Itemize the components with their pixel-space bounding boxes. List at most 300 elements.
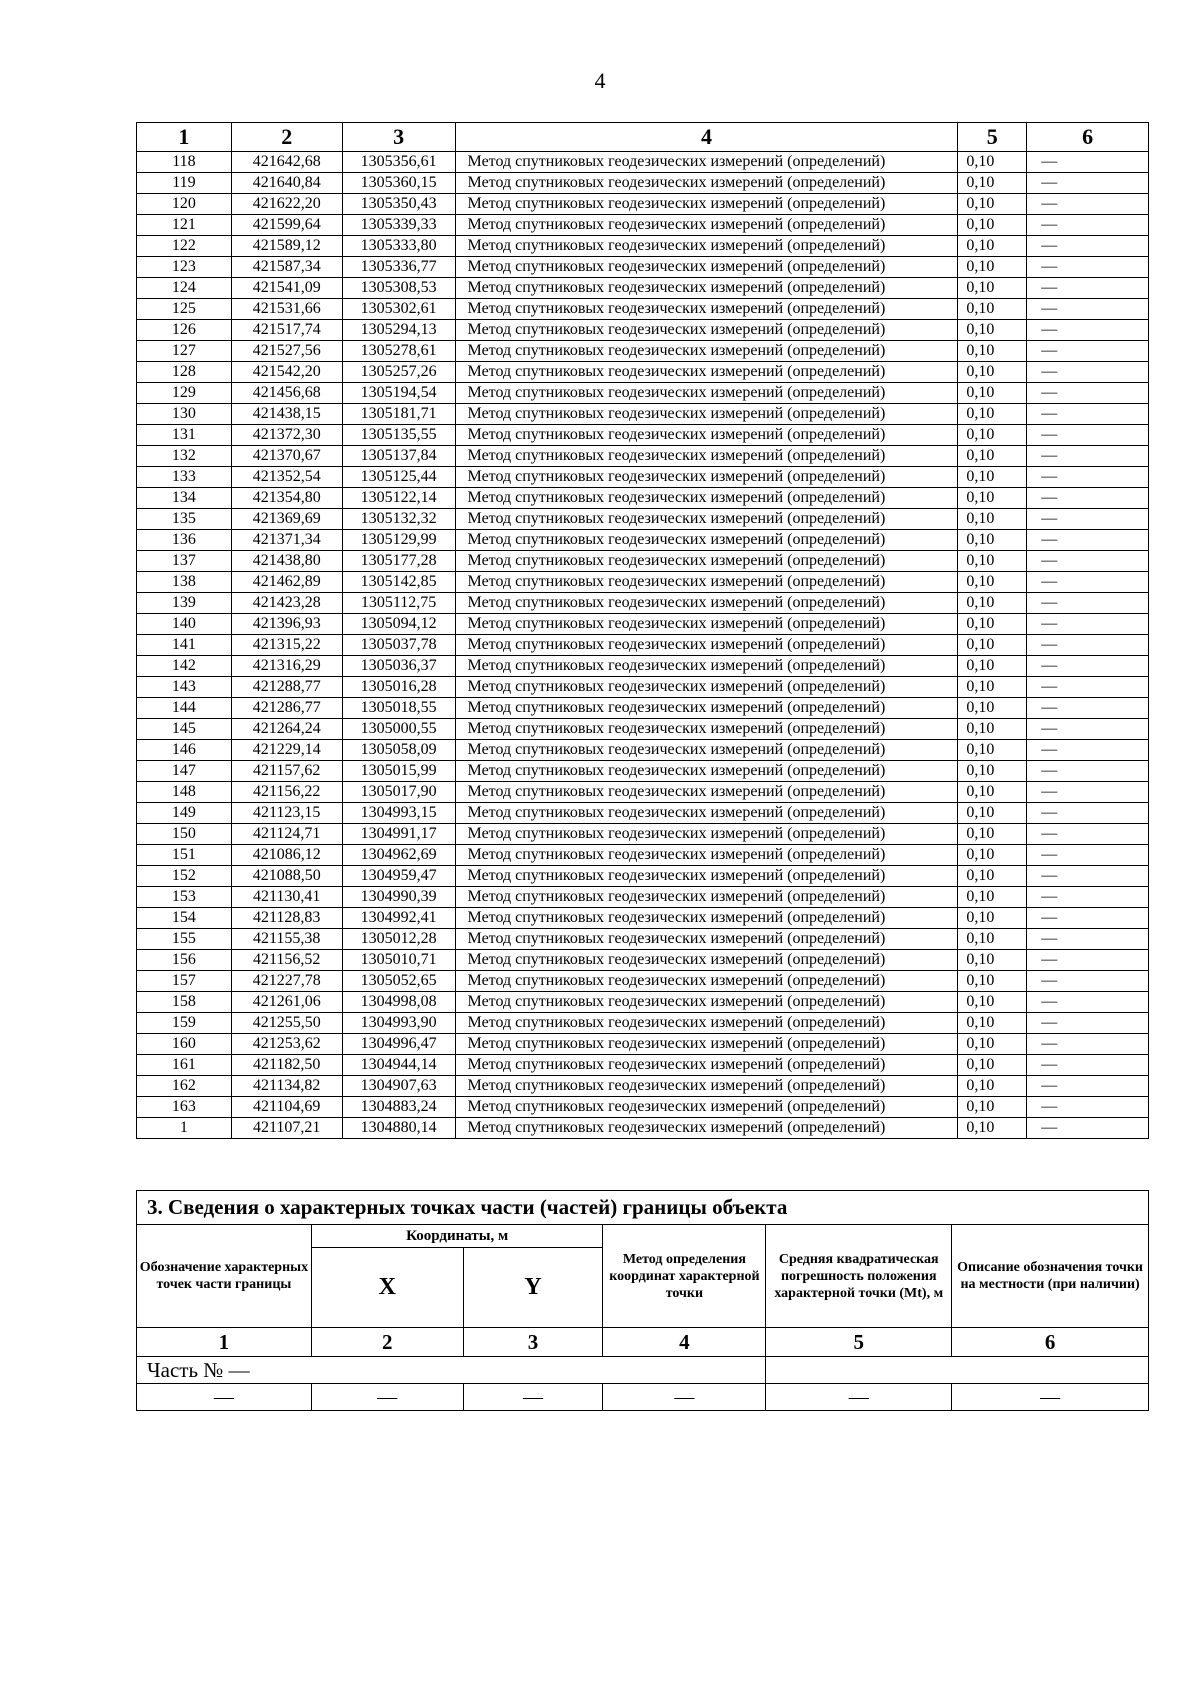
column-number-3: 3 [342,123,455,152]
description-cell: — [1027,761,1149,782]
point-number: 161 [137,1055,232,1076]
table-row [137,1055,1149,1076]
table-row [137,551,1149,572]
column-number-5: 5 [958,123,1027,152]
coordinate-x: 421288,77 [231,677,342,698]
column-number-4: 4 [455,123,958,152]
table-row [137,530,1149,551]
table-row [137,887,1149,908]
coordinate-y: 1305302,61 [342,299,455,320]
coordinate-x: 421541,09 [231,278,342,299]
table-row [137,929,1149,950]
parts-column-number-3: 3 [463,1328,603,1357]
coordinate-x: 421123,15 [231,803,342,824]
accuracy-cell: 0,10 [958,425,1027,446]
accuracy-cell: 0,10 [958,929,1027,950]
table-row [137,1013,1149,1034]
coordinate-x: 421438,80 [231,551,342,572]
method-cell: Метод спутниковых геодезических измерений (определений) [455,257,958,278]
table-row [137,866,1149,887]
table-row [137,446,1149,467]
method-cell: Метод спутниковых геодезических измерений (определений) [455,446,958,467]
coordinate-x: 421589,12 [231,236,342,257]
method-cell: Метод спутниковых геодезических измерений (определений) [455,1097,958,1118]
coordinate-y: 1304998,08 [342,992,455,1013]
method-cell: Метод спутниковых геодезических измерений (определений) [455,614,958,635]
coordinate-x: 421086,12 [231,845,342,866]
coordinate-y: 1305137,84 [342,446,455,467]
accuracy-cell: 0,10 [958,530,1027,551]
accuracy-cell: 0,10 [958,845,1027,866]
description-cell: — [1027,299,1149,320]
description-cell: — [1027,488,1149,509]
method-cell: Метод спутниковых геодезических измерений (определений) [455,236,958,257]
description-cell: — [1027,845,1149,866]
table-row [137,341,1149,362]
coordinate-y: 1305257,26 [342,362,455,383]
accuracy-cell: 0,10 [958,992,1027,1013]
description-cell: — [1027,1013,1149,1034]
coordinate-y: 1305000,55 [342,719,455,740]
coordinate-x: 421456,68 [231,383,342,404]
accuracy-cell: 0,10 [958,866,1027,887]
accuracy-cell: 0,10 [958,950,1027,971]
coordinate-y: 1304993,90 [342,1013,455,1034]
table-row [137,383,1149,404]
coordinate-y: 1304880,14 [342,1118,455,1139]
accuracy-cell: 0,10 [958,761,1027,782]
description-cell: — [1027,782,1149,803]
point-number: 146 [137,740,232,761]
description-cell: — [1027,194,1149,215]
parts-column-number-5: 5 [766,1328,952,1357]
coordinate-x: 421622,20 [231,194,342,215]
coordinate-x: 421255,50 [231,1013,342,1034]
points-table-body [137,152,1149,1139]
header-method: Метод определения координат характерной точки [603,1225,766,1328]
point-number: 152 [137,866,232,887]
method-cell: Метод спутниковых геодезических измерений (определений) [455,803,958,824]
method-cell: Метод спутниковых геодезических измерений (определений) [455,950,958,971]
accuracy-cell: 0,10 [958,1013,1027,1034]
point-number: 126 [137,320,232,341]
method-cell: Метод спутниковых геодезических измерений (определений) [455,908,958,929]
coordinate-x: 421396,93 [231,614,342,635]
point-number: 155 [137,929,232,950]
coordinate-x: 421128,83 [231,908,342,929]
page-number: 4 [594,68,606,93]
coordinate-y: 1304993,15 [342,803,455,824]
table-row [137,971,1149,992]
description-cell: — [1027,404,1149,425]
coordinate-y: 1305010,71 [342,950,455,971]
description-cell: — [1027,383,1149,404]
method-cell: Метод спутниковых геодезических измерений (определений) [455,845,958,866]
header-coordinates: Координаты, м [311,1225,603,1248]
method-cell: Метод спутниковых геодезических измерений (определений) [455,425,958,446]
parts-column-number-6: 6 [952,1328,1149,1357]
description-cell: — [1027,446,1149,467]
coordinate-y: 1304883,24 [342,1097,455,1118]
description-cell: — [1027,173,1149,194]
description-cell: — [1027,593,1149,614]
method-cell: Метод спутниковых геодезических измерений (определений) [455,215,958,236]
coordinate-y: 1304944,14 [342,1055,455,1076]
point-number: 153 [137,887,232,908]
accuracy-cell: 0,10 [958,740,1027,761]
method-cell: Метод спутниковых геодезических измерений (определений) [455,173,958,194]
table-row [137,950,1149,971]
header-accuracy: Средняя квадратическая погрешность положения характерной точки (Mt), м [766,1225,952,1328]
coordinate-x: 421315,22 [231,635,342,656]
table-row [137,257,1149,278]
point-number: 158 [137,992,232,1013]
accuracy-cell: 0,10 [958,1118,1027,1139]
table-row [137,782,1149,803]
description-cell: — [1027,1118,1149,1139]
method-cell: Метод спутниковых геодезических измерений (определений) [455,635,958,656]
table-row [137,320,1149,341]
coordinate-y: 1304959,47 [342,866,455,887]
table-row [137,635,1149,656]
accuracy-cell: 0,10 [958,824,1027,845]
point-number: 130 [137,404,232,425]
coordinate-x: 421156,52 [231,950,342,971]
parts-header-row-1 [137,1225,1149,1248]
table-row [137,740,1149,761]
method-cell: Метод спутниковых геодезических измерений (определений) [455,467,958,488]
point-number: 138 [137,572,232,593]
method-cell: Метод спутниковых геодезических измерений (определений) [455,677,958,698]
coordinate-y: 1305142,85 [342,572,455,593]
coordinate-x: 421229,14 [231,740,342,761]
description-cell: — [1027,362,1149,383]
coordinate-x: 421640,84 [231,173,342,194]
coordinate-y: 1305122,14 [342,488,455,509]
table-row [137,593,1149,614]
accuracy-cell: 0,10 [958,656,1027,677]
table-row [137,824,1149,845]
coordinate-y: 1305015,99 [342,761,455,782]
point-number: 160 [137,1034,232,1055]
coordinate-y: 1304990,39 [342,887,455,908]
method-cell: Метод спутниковых геодезических измерений (определений) [455,152,958,173]
method-cell: Метод спутниковых геодезических измерений (определений) [455,593,958,614]
description-cell: — [1027,509,1149,530]
point-number: 120 [137,194,232,215]
coordinate-x: 421527,56 [231,341,342,362]
coordinate-x: 421088,50 [231,866,342,887]
method-cell: Метод спутниковых геодезических измерений (определений) [455,1076,958,1097]
coordinate-x: 421104,69 [231,1097,342,1118]
accuracy-cell: 0,10 [958,257,1027,278]
accuracy-cell: 0,10 [958,341,1027,362]
description-cell: — [1027,467,1149,488]
coordinate-x: 421156,22 [231,782,342,803]
coordinate-y: 1305018,55 [342,698,455,719]
header-designation: Обозначение характерных точек части границы [137,1225,312,1328]
coordinate-y: 1304962,69 [342,845,455,866]
accuracy-cell: 0,10 [958,299,1027,320]
coordinate-y: 1304907,63 [342,1076,455,1097]
description-cell: — [1027,740,1149,761]
table-row [137,467,1149,488]
empty-cell-5: — [766,1384,952,1411]
coordinate-y: 1305112,75 [342,593,455,614]
method-cell: Метод спутниковых геодезических измерений (определений) [455,866,958,887]
point-number: 163 [137,1097,232,1118]
description-cell: — [1027,698,1149,719]
point-number: 119 [137,173,232,194]
part-label-empty-cell [766,1357,1149,1384]
description-cell: — [1027,530,1149,551]
accuracy-cell: 0,10 [958,173,1027,194]
part-empty-row [137,1384,1149,1411]
parts-column-number-4: 4 [603,1328,766,1357]
point-number: 147 [137,761,232,782]
description-cell: — [1027,929,1149,950]
description-cell: — [1027,320,1149,341]
point-number: 162 [137,1076,232,1097]
empty-cell-4: — [603,1384,766,1411]
point-number: 157 [137,971,232,992]
description-cell: — [1027,677,1149,698]
point-number: 148 [137,782,232,803]
table-row [137,719,1149,740]
table-row [137,194,1149,215]
coordinate-x: 421124,71 [231,824,342,845]
accuracy-cell: 0,10 [958,446,1027,467]
table-row [137,572,1149,593]
method-cell: Метод спутниковых геодезических измерений (определений) [455,278,958,299]
point-number: 135 [137,509,232,530]
coordinate-y: 1305094,12 [342,614,455,635]
coordinate-y: 1305350,43 [342,194,455,215]
table-row [137,908,1149,929]
part-boundary-points-table [136,1224,1149,1411]
method-cell: Метод спутниковых геодезических измерений (определений) [455,782,958,803]
method-cell: Метод спутниковых геодезических измерений (определений) [455,971,958,992]
table-row [137,761,1149,782]
method-cell: Метод спутниковых геодезических измерений (определений) [455,1055,958,1076]
accuracy-cell: 0,10 [958,362,1027,383]
description-cell: — [1027,824,1149,845]
description-cell: — [1027,1055,1149,1076]
method-cell: Метод спутниковых геодезических измерений (определений) [455,383,958,404]
empty-cell-6: — [952,1384,1149,1411]
coordinate-x: 421286,77 [231,698,342,719]
table-row [137,677,1149,698]
method-cell: Метод спутниковых геодезических измерений (определений) [455,320,958,341]
coordinate-y: 1305037,78 [342,635,455,656]
table-row [137,698,1149,719]
point-number: 122 [137,236,232,257]
coordinate-y: 1304996,47 [342,1034,455,1055]
accuracy-cell: 0,10 [958,1034,1027,1055]
coordinate-y: 1304992,41 [342,908,455,929]
accuracy-cell: 0,10 [958,1076,1027,1097]
coordinate-x: 421371,34 [231,530,342,551]
table-row [137,173,1149,194]
coordinate-y: 1305129,99 [342,530,455,551]
method-cell: Метод спутниковых геодезических измерений (определений) [455,1013,958,1034]
point-number: 137 [137,551,232,572]
coordinate-y: 1305058,09 [342,740,455,761]
method-cell: Метод спутниковых геодезических измерений (определений) [455,551,958,572]
coordinate-y: 1305052,65 [342,971,455,992]
coordinate-y: 1305181,71 [342,404,455,425]
coordinate-x: 421107,21 [231,1118,342,1139]
table-row [137,1076,1149,1097]
table-row [137,1118,1149,1139]
coordinate-y: 1305012,28 [342,929,455,950]
accuracy-cell: 0,10 [958,593,1027,614]
accuracy-cell: 0,10 [958,488,1027,509]
coordinate-y: 1305036,37 [342,656,455,677]
table-row [137,1097,1149,1118]
method-cell: Метод спутниковых геодезических измерений (определений) [455,509,958,530]
point-number: 1 [137,1118,232,1139]
section-3-title: 3. Сведения о характерных точках части (частей) границы объекта [147,1195,788,1219]
point-number: 124 [137,278,232,299]
point-number: 156 [137,950,232,971]
point-number: 139 [137,593,232,614]
point-number: 150 [137,824,232,845]
column-number-1: 1 [137,123,232,152]
coordinate-y: 1305278,61 [342,341,455,362]
point-number: 136 [137,530,232,551]
coordinate-y: 1305356,61 [342,152,455,173]
method-cell: Метод спутниковых геодезических измерений (определений) [455,530,958,551]
accuracy-cell: 0,10 [958,236,1027,257]
coordinate-x: 421369,69 [231,509,342,530]
description-cell: — [1027,572,1149,593]
part-label-row [137,1357,1149,1384]
point-number: 145 [137,719,232,740]
table-row [137,614,1149,635]
point-number: 154 [137,908,232,929]
header-x: X [311,1248,463,1328]
accuracy-cell: 0,10 [958,677,1027,698]
boundary-points-table [136,122,1149,1139]
point-number: 144 [137,698,232,719]
accuracy-cell: 0,10 [958,971,1027,992]
coordinate-y: 1305308,53 [342,278,455,299]
part-label: Часть № — [137,1357,766,1384]
accuracy-cell: 0,10 [958,467,1027,488]
method-cell: Метод спутниковых геодезических измерений (определений) [455,572,958,593]
coordinate-y: 1304991,17 [342,824,455,845]
coordinate-x: 421134,82 [231,1076,342,1097]
point-number: 118 [137,152,232,173]
table-row [137,152,1149,173]
method-cell: Метод спутниковых геодезических измерений (определений) [455,404,958,425]
description-cell: — [1027,215,1149,236]
section-3-heading-box [136,1190,1149,1224]
table-row [137,278,1149,299]
method-cell: Метод спутниковых геодезических измерений (определений) [455,656,958,677]
description-cell: — [1027,278,1149,299]
method-cell: Метод спутниковых геодезических измерений (определений) [455,698,958,719]
header-description: Описание обозначения точки на местности (при наличии) [952,1225,1149,1328]
accuracy-cell: 0,10 [958,782,1027,803]
accuracy-cell: 0,10 [958,908,1027,929]
description-cell: — [1027,1097,1149,1118]
description-cell: — [1027,425,1149,446]
accuracy-cell: 0,10 [958,698,1027,719]
coordinate-y: 1305360,15 [342,173,455,194]
column-number-6: 6 [1027,123,1149,152]
method-cell: Метод спутниковых геодезических измерений (определений) [455,740,958,761]
coordinate-x: 421157,62 [231,761,342,782]
table-row [137,404,1149,425]
method-cell: Метод спутниковых геодезических измерений (определений) [455,824,958,845]
description-cell: — [1027,950,1149,971]
coordinate-x: 421438,15 [231,404,342,425]
coordinate-x: 421182,50 [231,1055,342,1076]
coordinate-x: 421599,64 [231,215,342,236]
table-row [137,215,1149,236]
method-cell: Метод спутниковых геодезических измерений (определений) [455,887,958,908]
description-cell: — [1027,236,1149,257]
method-cell: Метод спутниковых геодезических измерений (определений) [455,1118,958,1139]
coordinate-x: 421253,62 [231,1034,342,1055]
point-number: 151 [137,845,232,866]
empty-cell-3: — [463,1384,603,1411]
coordinate-x: 421370,67 [231,446,342,467]
coordinate-x: 421227,78 [231,971,342,992]
table-row [137,509,1149,530]
column-number-2: 2 [231,123,342,152]
point-number: 134 [137,488,232,509]
header-y: Y [463,1248,603,1328]
method-cell: Метод спутниковых геодезических измерений (определений) [455,194,958,215]
description-cell: — [1027,803,1149,824]
table-row [137,1034,1149,1055]
coordinate-x: 421372,30 [231,425,342,446]
accuracy-cell: 0,10 [958,1097,1027,1118]
coordinate-x: 421517,74 [231,320,342,341]
description-cell: — [1027,656,1149,677]
coordinate-y: 1305135,55 [342,425,455,446]
accuracy-cell: 0,10 [958,803,1027,824]
table-row [137,656,1149,677]
accuracy-cell: 0,10 [958,320,1027,341]
empty-cell-1: — [137,1384,312,1411]
accuracy-cell: 0,10 [958,152,1027,173]
method-cell: Метод спутниковых геодезических измерений (определений) [455,992,958,1013]
method-cell: Метод спутниковых геодезических измерений (определений) [455,1034,958,1055]
point-number: 143 [137,677,232,698]
description-cell: — [1027,614,1149,635]
description-cell: — [1027,971,1149,992]
parts-column-number-2: 2 [311,1328,463,1357]
coordinate-x: 421542,20 [231,362,342,383]
coordinate-x: 421531,66 [231,299,342,320]
description-cell: — [1027,887,1149,908]
point-number: 159 [137,1013,232,1034]
point-number: 142 [137,656,232,677]
accuracy-cell: 0,10 [958,572,1027,593]
table-row [137,992,1149,1013]
method-cell: Метод спутниковых геодезических измерений (определений) [455,761,958,782]
description-cell: — [1027,551,1149,572]
method-cell: Метод спутниковых геодезических измерений (определений) [455,299,958,320]
description-cell: — [1027,257,1149,278]
coordinate-y: 1305132,32 [342,509,455,530]
method-cell: Метод спутниковых геодезических измерений (определений) [455,929,958,950]
coordinate-x: 421316,29 [231,656,342,677]
